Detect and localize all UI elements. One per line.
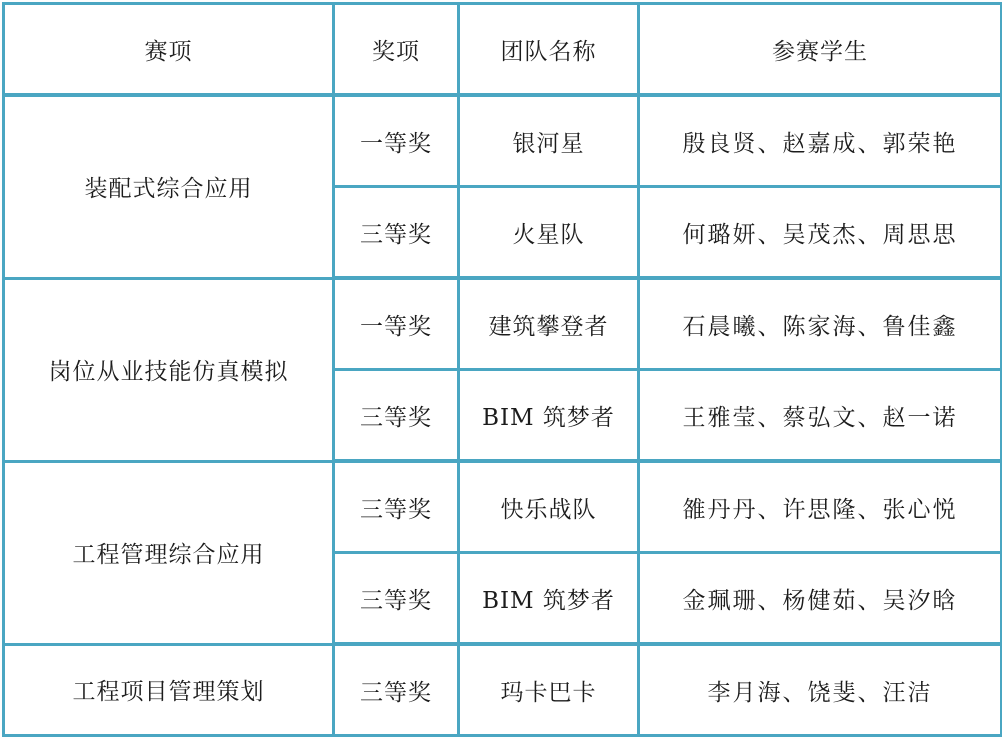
column-header-team: 团队名称 <box>459 4 639 96</box>
team-cell: 快乐战队 <box>459 461 639 553</box>
team-cell: 玛卡巴卡 <box>459 644 639 736</box>
award-cell: 三等奖 <box>334 370 459 462</box>
team-cell: 建筑攀登者 <box>459 278 639 370</box>
award-cell: 三等奖 <box>334 644 459 736</box>
column-header-event: 赛项 <box>4 4 334 96</box>
students-cell: 石晨曦、陈家海、鲁佳鑫 <box>639 278 1002 370</box>
students-cell: 何璐妍、吴茂杰、周思思 <box>639 187 1002 279</box>
table-row <box>4 278 1002 370</box>
team-cell: BIM 筑梦者 <box>459 370 639 462</box>
event-cell: 工程项目管理策划 <box>4 644 334 736</box>
award-cell: 一等奖 <box>334 278 459 370</box>
students-cell: 李月海、饶斐、汪洁 <box>639 644 1002 736</box>
team-cell: 银河星 <box>459 95 639 187</box>
award-cell: 一等奖 <box>334 95 459 187</box>
students-cell: 雒丹丹、许思隆、张心悦 <box>639 461 1002 553</box>
team-cell: BIM 筑梦者 <box>459 553 639 645</box>
award-cell: 三等奖 <box>334 461 459 553</box>
event-cell: 工程管理综合应用 <box>4 461 334 644</box>
event-cell: 装配式综合应用 <box>4 95 334 278</box>
award-cell: 三等奖 <box>334 553 459 645</box>
awards-table <box>2 2 1002 737</box>
team-cell: 火星队 <box>459 187 639 279</box>
column-header-students: 参赛学生 <box>639 4 1002 96</box>
column-header-award: 奖项 <box>334 4 459 96</box>
students-cell: 金珮珊、杨健茹、吴汐晗 <box>639 553 1002 645</box>
students-cell: 王雅莹、蔡弘文、赵一诺 <box>639 370 1002 462</box>
table-row <box>4 95 1002 187</box>
table-row <box>4 644 1002 736</box>
award-cell: 三等奖 <box>334 187 459 279</box>
event-cell: 岗位从业技能仿真模拟 <box>4 278 334 461</box>
students-cell: 殷良贤、赵嘉成、郭荣艳 <box>639 95 1002 187</box>
table-header-row <box>4 4 1002 96</box>
table-row <box>4 461 1002 553</box>
